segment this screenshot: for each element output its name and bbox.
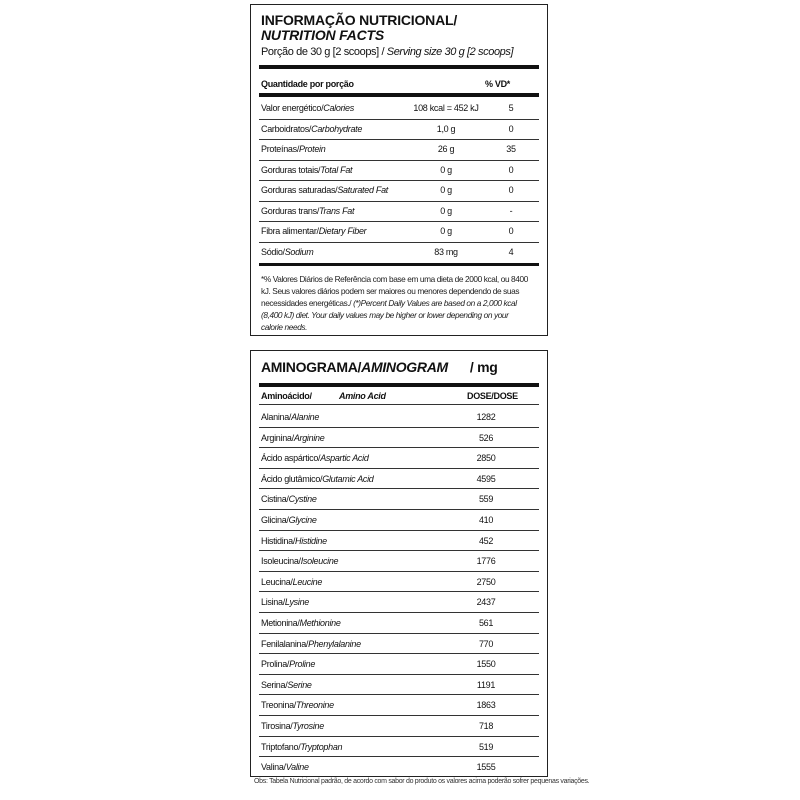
row-divider	[259, 139, 539, 140]
row-divider	[259, 612, 539, 613]
amino-acid-name-en: Proline	[289, 659, 316, 670]
nutrient-vd: 0	[508, 185, 514, 195]
nutrition-title-pt: INFORMAÇÃO NUTRICIONAL/	[261, 12, 458, 28]
amino-acid-name-pt: Alanina/	[261, 412, 292, 422]
header-amino-en: Amino Acid	[339, 391, 386, 401]
amino-acid-name-en: Alanine	[291, 412, 320, 422]
amino-acid-dose: 561	[478, 618, 494, 628]
row-divider	[259, 160, 539, 161]
divider-thick	[259, 263, 539, 266]
amino-acid-name	[261, 432, 324, 444]
aminogram-title	[261, 359, 497, 375]
row-divider	[259, 591, 539, 592]
amino-acid-name-pt: Lisina/	[261, 597, 285, 608]
footer-note: Obs: Tabela Nutricional padrão, de acordo com sabor do produto os valores acima poderão sofrer pequenas variações.	[254, 778, 590, 785]
nutrient-vd: -	[509, 205, 513, 216]
nutrient-vd: 5	[508, 103, 514, 113]
amino-acid-name-en: Lysine	[284, 597, 309, 608]
nutrient-amount: 0 g	[440, 205, 452, 216]
amino-acid-name	[261, 699, 334, 711]
row-divider	[259, 571, 539, 572]
amino-acid-name-pt: Serina/	[261, 679, 288, 690]
amino-acid-dose: 1863	[476, 700, 496, 711]
row-divider	[259, 509, 539, 510]
nutrient-name	[261, 225, 366, 237]
amino-acid-name	[261, 576, 322, 588]
amino-acid-name-en: Serine	[287, 679, 312, 690]
amino-acid-name-en: Arginine	[293, 432, 325, 443]
row-divider	[259, 653, 539, 654]
nutrient-vd: 0	[508, 226, 514, 236]
amino-acid-name	[261, 741, 342, 753]
amino-acid-dose: 718	[478, 721, 494, 731]
footnote-pt: *% Valores Diários de Referência com base em uma dieta de 2000 kcal, ou 8400 kJ. Seus valores diários podem ser maiores ou menores dependendo de suas necessidades energéticas./	[261, 274, 528, 308]
amino-acid-name	[261, 617, 341, 629]
amino-acid-name-pt: Glicina/	[261, 515, 289, 525]
nutrient-name-pt: Carboidratos/	[261, 123, 312, 134]
row-divider	[259, 447, 539, 448]
nutrient-amount: 0 g	[440, 185, 452, 195]
nutrient-amount: 1,0 g	[436, 123, 456, 134]
row-divider	[259, 550, 539, 551]
row-divider	[259, 201, 539, 202]
nutrient-name-en: Saturated Fat	[337, 185, 388, 195]
amino-acid-dose: 526	[478, 432, 494, 443]
amino-acid-dose: 559	[478, 494, 494, 505]
row-divider	[259, 715, 539, 716]
amino-acid-name	[261, 679, 312, 691]
header-amino-pt: Aminoácido/	[261, 391, 312, 401]
nutrition-footnote	[261, 273, 531, 333]
nutrient-vd: 35	[506, 144, 516, 154]
nutrient-amount: 26 g	[437, 144, 455, 154]
row-divider	[259, 221, 539, 222]
amino-acid-name-pt: Treonina/	[261, 700, 296, 711]
amino-acid-name-en: Tryptophan	[300, 741, 343, 752]
nutrient-vd: 4	[508, 246, 514, 257]
nutrient-amount: 0 g	[440, 226, 452, 236]
nutrient-name	[261, 143, 325, 155]
amino-acid-name	[261, 514, 317, 526]
amino-acid-dose: 2850	[476, 453, 496, 464]
nutrient-name-pt: Gorduras trans/	[261, 205, 320, 216]
aminogram-header-row	[261, 391, 537, 401]
aminogram-panel	[250, 350, 548, 777]
amino-acid-dose: 1776	[476, 556, 496, 567]
amino-acid-name-en: Leucine	[292, 576, 323, 587]
nutrient-name-pt: Gorduras totais/	[261, 164, 321, 175]
amino-acid-name-pt: Arginina/	[261, 432, 294, 443]
nutrient-name-en: Sodium	[284, 246, 314, 257]
aminogram-unit: / mg	[469, 359, 498, 375]
amino-acid-dose: 1191	[476, 679, 496, 690]
nutrition-header-row	[261, 79, 537, 89]
amino-acid-name-pt: Histidina/	[261, 535, 296, 546]
row-divider	[259, 119, 539, 120]
amino-acid-name-pt: Leucina/	[261, 576, 293, 587]
nutrient-name-en: Carbohydrate	[311, 123, 363, 134]
row-divider	[259, 488, 539, 489]
amino-acid-name-pt: Isoleucina/	[261, 556, 301, 567]
amino-acid-name	[261, 761, 309, 773]
amino-acid-dose: 1282	[476, 412, 496, 422]
serving-size-en: Serving size 30 g [2 scoops]	[386, 46, 514, 58]
amino-acid-name-pt: Cistina/	[261, 494, 289, 505]
nutrient-name	[261, 246, 313, 258]
nutrient-vd: 0	[508, 164, 514, 175]
nutrient-name-en: Calories	[323, 103, 354, 113]
row-divider	[259, 694, 539, 695]
nutrient-name	[261, 184, 388, 196]
amino-acid-name-pt: Prolina/	[261, 659, 290, 670]
amino-acid-name-pt: Ácido glutâmico/	[261, 473, 323, 484]
nutrient-name	[261, 164, 352, 176]
amino-acid-dose: 1550	[476, 659, 496, 670]
amino-acid-name-en: Threonine	[296, 700, 334, 711]
amino-acid-name-pt: Triptofano/	[261, 741, 301, 752]
nutrition-facts-panel	[250, 4, 548, 336]
amino-acid-name	[261, 411, 319, 423]
amino-acid-name	[261, 535, 327, 547]
nutrient-name-en: Trans Fat	[319, 205, 355, 216]
nutrient-name-pt: Gorduras saturadas/	[261, 185, 338, 195]
amino-acid-name	[261, 555, 338, 567]
nutrient-name-pt: Proteínas/	[261, 144, 300, 154]
nutrient-name	[261, 102, 354, 114]
amino-acid-name	[261, 658, 315, 670]
row-divider	[259, 427, 539, 428]
nutrient-name-pt: Fibra alimentar/	[261, 226, 319, 236]
nutrient-name-en: Protein	[299, 144, 326, 154]
row-divider	[259, 736, 539, 737]
row-divider	[259, 756, 539, 757]
amino-acid-name-en: Cystine	[288, 494, 317, 505]
nutrient-name-en: Total Fat	[320, 164, 353, 175]
aminogram-title-en: AMINOGRAM	[361, 359, 448, 375]
serving-size	[261, 45, 513, 59]
divider-thick	[259, 383, 539, 387]
amino-acid-name-en: Aspartic Acid	[320, 453, 369, 464]
amino-acid-name	[261, 452, 369, 464]
amino-acid-dose: 410	[478, 515, 494, 525]
amino-acid-name-pt: Metionina/	[261, 618, 300, 628]
amino-acid-dose: 1555	[476, 762, 496, 773]
amino-acid-name	[261, 720, 324, 732]
amino-acid-name-en: Glutamic Acid	[322, 473, 374, 484]
amino-acid-name	[261, 493, 317, 505]
aminogram-title-pt: AMINOGRAMA/	[261, 359, 362, 375]
header-quantity: Quantidade por porção	[261, 79, 354, 89]
amino-acid-name-en: Phenylalanine	[308, 638, 361, 649]
amino-acid-name-en: Tyrosine	[292, 721, 324, 731]
header-dose: DOSE/DOSE	[467, 391, 518, 401]
row-divider	[259, 633, 539, 634]
row-divider	[259, 242, 539, 243]
amino-acid-dose: 4595	[476, 473, 496, 484]
amino-acid-dose: 2750	[476, 576, 496, 587]
footnote-en: (*)Percent Daily Values are based on a 2,000 kcal (8,400 kJ) diet. Your daily values may be higher or lower depending on your calorie needs.	[261, 298, 517, 332]
amino-acid-name-pt: Tirosina/	[261, 721, 293, 731]
nutrient-amount: 108 kcal = 452 kJ	[413, 103, 479, 113]
nutrient-vd: 0	[508, 123, 514, 134]
nutrient-name-pt: Sódio/	[261, 246, 285, 257]
amino-acid-name-en: Histidine	[295, 535, 327, 546]
nutrient-name-en: Dietary Fiber	[318, 226, 367, 236]
row-divider	[259, 530, 539, 531]
amino-acid-name	[261, 473, 374, 485]
amino-acid-name-en: Valine	[285, 762, 309, 773]
row-divider	[259, 180, 539, 181]
row-divider	[259, 674, 539, 675]
amino-acid-dose: 519	[478, 741, 494, 752]
amino-acid-name-en: Methionine	[299, 618, 341, 628]
amino-acid-name-en: Isoleucine	[300, 556, 339, 567]
nutrient-name-pt: Valor energético/	[261, 103, 324, 113]
nutrient-amount: 0 g	[440, 164, 452, 175]
amino-acid-dose: 770	[478, 638, 494, 649]
divider-thick	[259, 93, 539, 97]
row-divider	[259, 468, 539, 469]
nutrition-title-en: NUTRITION FACTS	[261, 27, 384, 43]
amino-acid-name-pt: Valina/	[261, 762, 286, 773]
amino-acid-name	[261, 596, 309, 608]
nutrient-name	[261, 123, 362, 135]
divider	[259, 404, 539, 405]
serving-size-pt: Porção de 30 g [2 scoops] /	[261, 46, 387, 58]
amino-acid-name-pt: Fenilalanina/	[261, 638, 309, 649]
header-vd: % VD*	[485, 79, 511, 89]
amino-acid-name-en: Glycine	[288, 515, 317, 525]
amino-acid-dose: 2437	[476, 597, 496, 608]
divider-thick	[259, 65, 539, 69]
amino-acid-name	[261, 638, 361, 650]
nutrient-name	[261, 205, 354, 217]
nutrient-amount: 83 mg	[434, 246, 458, 257]
amino-acid-name-pt: Ácido aspártico/	[261, 453, 321, 464]
amino-acid-dose: 452	[478, 535, 494, 546]
